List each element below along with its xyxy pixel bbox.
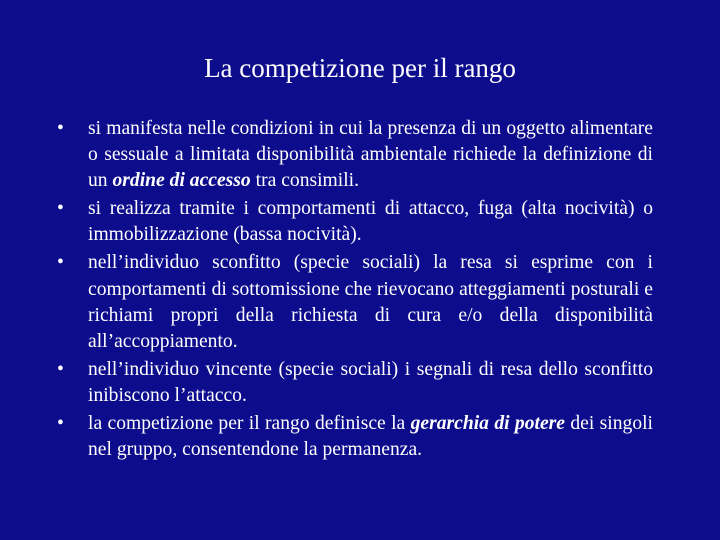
bullet-text: si realizza tramite i comportamenti di attacco, fuga (alta nocività) o immobilizzazione (bassa nocività). (88, 198, 653, 246)
bullet-item (57, 116, 653, 194)
bullet-dot-icon: • (57, 118, 64, 139)
bullet-emphasis: ordine di accesso (112, 170, 251, 192)
bullet-text: nell’individuo vincente (specie sociali) i segnali di resa dello sconfitto inibiscono l’attacco. (88, 358, 653, 406)
bullet-text: nell’individuo sconfitto (specie sociali) la resa si esprime con i comportamenti di sottomissione che rievocano atteggiamenti posturali e richiami propri della richiesta di cura e/o della disponibilità all’accoppiamento. (88, 252, 653, 352)
bullet-dot-icon: • (57, 358, 64, 380)
bullet-text-after: dei singoli nel gruppo, consentendone la permanenza. (88, 413, 654, 461)
bullet-item (57, 196, 653, 248)
bullet-item (57, 357, 653, 409)
bullet-text: la competizione per il rango definisce la (88, 413, 411, 435)
bullet-dot-icon: • (57, 198, 64, 220)
bullet-dot-icon: • (57, 252, 64, 274)
bullet-text: si manifesta nelle condizioni in cui la presenza di un oggetto alimentare o sessuale a limitata disponibilità ambientale richiede la definizione di un (88, 118, 653, 192)
bullet-dot-icon: • (57, 413, 64, 435)
bullet-emphasis: gerarchia di potere (410, 413, 565, 435)
bullet-item (57, 250, 653, 354)
slide-title: La competizione per il rango (204, 53, 516, 83)
bullet-text-after: tra consimili. (250, 170, 360, 192)
bullet-list (57, 116, 653, 465)
bullet-item (57, 411, 653, 463)
